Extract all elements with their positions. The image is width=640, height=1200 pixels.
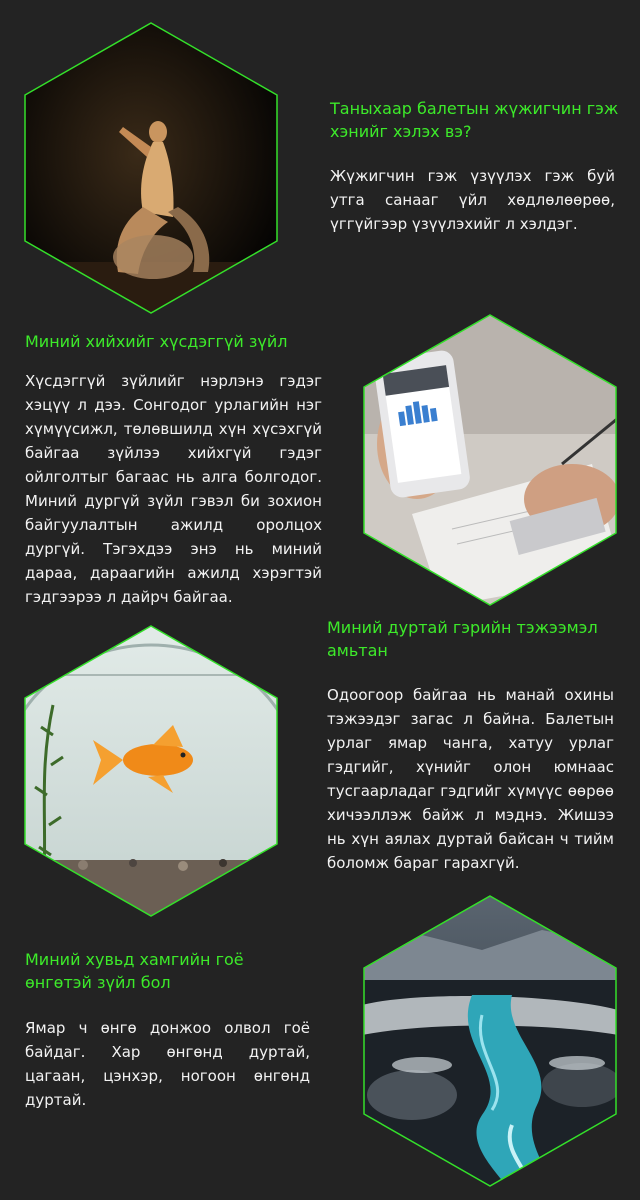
section-title-pet: Миний дуртай гэрийн тэжээмэл амьтан: [327, 618, 598, 660]
section-body-dancer: Жүжигчин гэж үзүүлэх гэж буй утга санааг үйл хөдлөлөөрөө, үггүйгээр үзүүлэхийг л хэлдэг.: [330, 167, 615, 233]
section-body-color: Ямар ч өнгө донжоо олвол гоё байдаг. Хар өнгөнд дуртай, цагаан, цэнхэр, ногоон өнгөнд дуртай.: [25, 1019, 310, 1109]
section-title-color: Миний хувьд хамгийн гоё өнгөтэй зүйл бол: [25, 950, 244, 992]
section-body-dislike: Хүсдэггүй зүйлийг нэрлэнэ гэдэг хэцүү л дээ. Сонгодог урлагийн нэг хүмүүсижл, төлөвшилд хүн хүсэхгүй байгаа зүйлээ хийхгүй гэдэг ойлголтыг багаас нь алга болгодог. Миний дургүй зүйл гэвэл би зохион байгуулалтын ажилд оролцох дургүй. Тэгэхдээ энэ нь миний дараа, дараагийн ажилд хэрэгтэй гэдгээрээ л дайрч байгаа.: [25, 372, 322, 606]
section-body-pet: Одоогоор байгаа нь манай охины тэжээдэг загас л байна. Балетын урлаг ямар чанга, хатуу урлаг гэдгийг, хүнийг олон юмнаас тусгаарладаг гэдгийг хүмүүс өөрөө хичээллэж байж л мэднэ. Жишээ нь хүн аялах дуртай байсан ч тийм боломж бараг гарахгүй.: [327, 686, 614, 872]
section-title-dislike: Миний хийхийг хүсдэггүй зүйл: [25, 332, 288, 351]
phone-image-hexagon: [362, 314, 618, 607]
goldfish-image-hexagon: [23, 625, 279, 918]
section-title-dancer: Таныхаар балетын жүжигчин гэж хэнийг хэлэх вэ?: [330, 99, 619, 141]
dancer-image-hexagon: [23, 22, 279, 315]
waterfall-image-hexagon: [362, 895, 618, 1188]
